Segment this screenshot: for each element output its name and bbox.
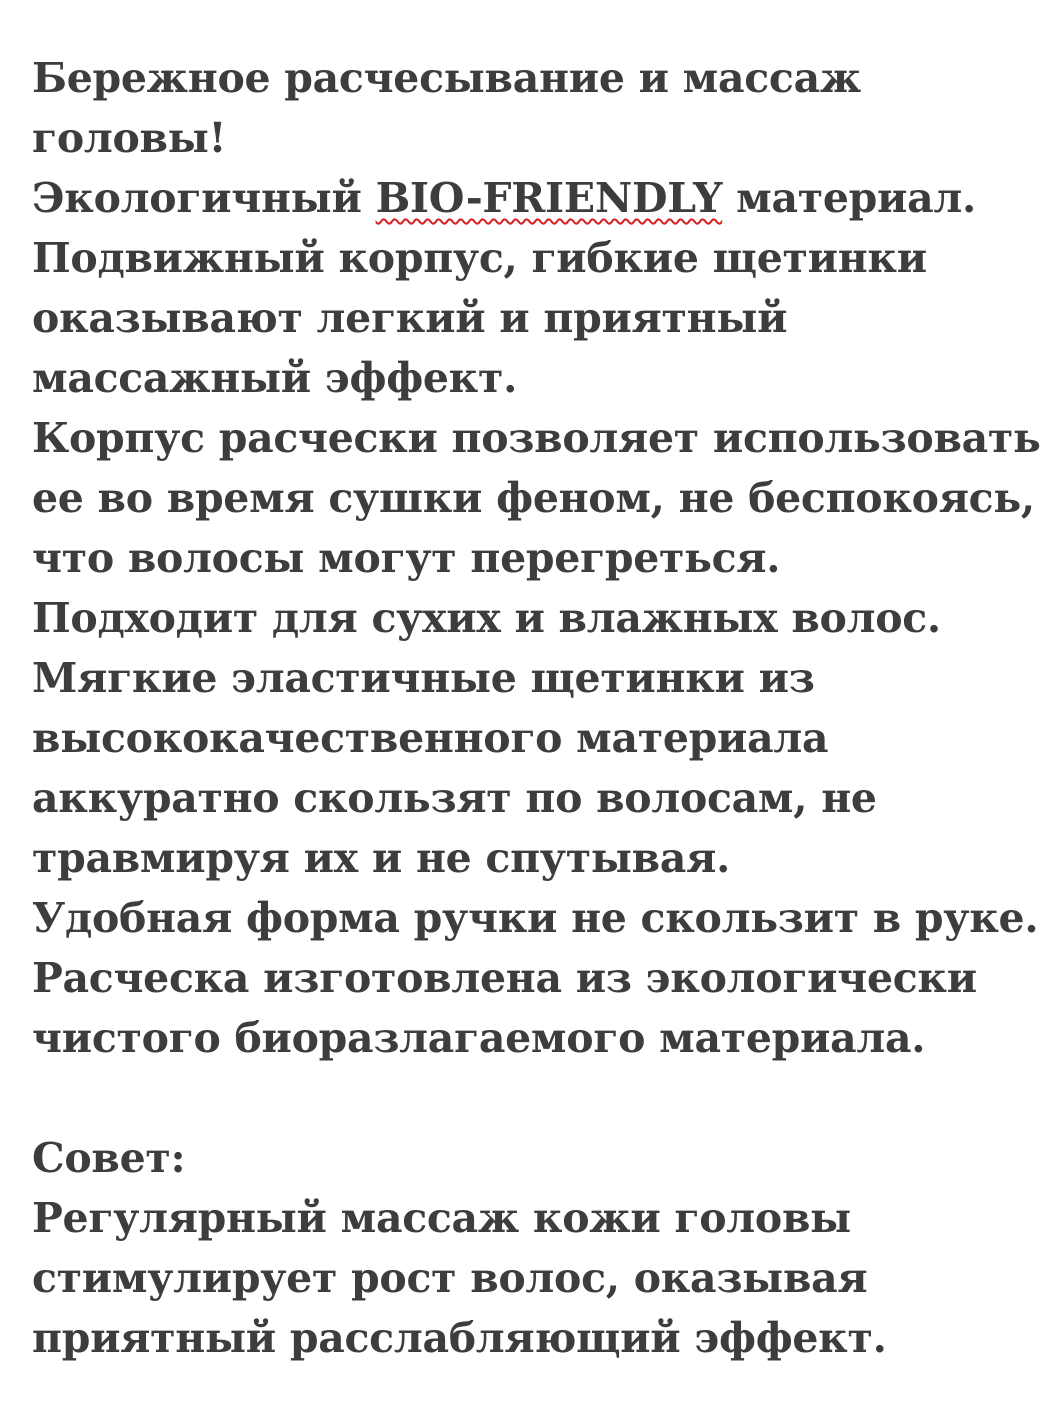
text-line: стимулирует рост волос, оказывая [32,1254,868,1302]
blank-line [32,1068,1042,1128]
document-body [32,48,1042,1368]
text-line: приятный расслабляющий эффект. [32,1314,887,1362]
text-line: Бережное расчесывание и массаж [32,54,861,102]
text-line: Подвижный корпус, гибкие щетинки [32,234,927,282]
text-line: ее во время сушки феном, не беспокоясь, [32,474,1035,522]
tip-heading: Совет: [32,1134,186,1182]
text-line: Корпус расчески позволяет использовать [32,414,1041,462]
text-fragment: Экологичный [32,174,376,222]
text-line: травмируя их и не спутывая. [32,834,731,882]
misspelled-word[interactable]: BIO-FRIENDLY [375,174,723,222]
text-line: оказывают легкий и приятный [32,294,788,342]
text-line: массажный эффект. [32,354,518,402]
text-line: головы! [32,114,227,162]
text-line: что волосы могут перегреться. [32,534,781,582]
text-line [32,168,1042,228]
text-line: Подходит для сухих и влажных волос. [32,594,941,642]
text-line: Мягкие эластичные щетинки из [32,654,815,702]
text-line: аккуратно скользят по волосам, не [32,774,877,822]
text-line: Расческа изготовлена из экологически [32,954,977,1002]
text-line: высококачественного материала [32,714,829,762]
text-fragment: материал. [722,174,976,222]
text-line: чистого биоразлагаемого материала. [32,1014,926,1062]
text-line: Удобная форма ручки не скользит в руке. [32,894,1039,942]
text-line: Регулярный массаж кожи головы [32,1194,851,1242]
